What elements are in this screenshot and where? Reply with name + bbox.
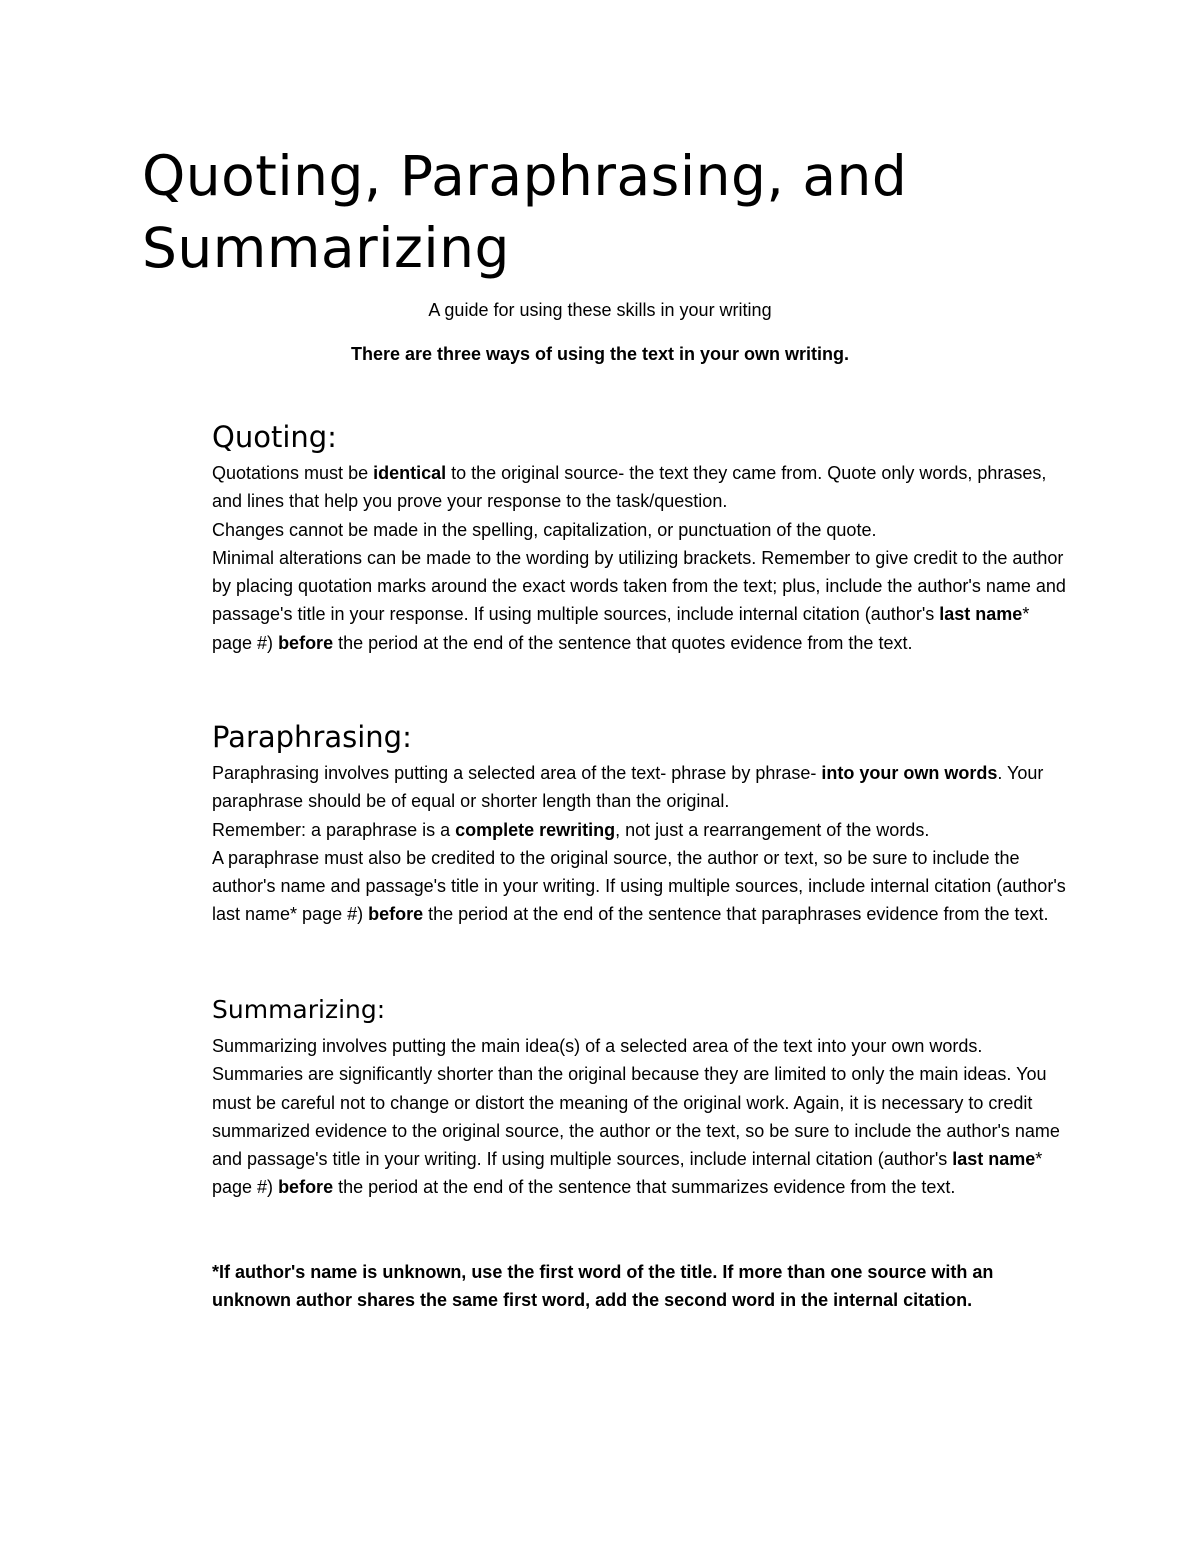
emphasis-identical: identical	[373, 463, 447, 483]
text-run: Summarizing involves putting the main idea(s) of a selected area of the text into your own words. Summaries are significantly shorter than the original because they are limited to only the main ideas. You must be careful not to change or distort the meaning of the original work. Again, it is necessary to credit summarized evidence to the original source, the author or the text, so be sure to include the author's name and passage's title in your writing. If using multiple sources, include internal citation (author's	[212, 1036, 1060, 1170]
quoting-paragraph-1	[212, 459, 1072, 516]
emphasis-before: before	[368, 904, 424, 925]
emphasis-last-name: last name	[952, 1149, 1036, 1170]
text-run: the period at the end of the sentence that paraphrases evidence from the text.	[423, 904, 1049, 925]
section-heading-paraphrasing: Paraphrasing:	[212, 720, 412, 754]
text-run: the period at the end of the sentence that summarizes evidence from the text.	[333, 1177, 956, 1198]
footnote: *If author's name is unknown, use the first word of the title. If more than one source with an unknown author shares the same first word, add the second word in the internal citation.	[212, 1262, 994, 1311]
title-line-1: Quoting, Paraphrasing, and	[142, 144, 908, 208]
section-heading-summarizing: Summarizing:	[212, 995, 386, 1024]
emphasis-before: before	[278, 632, 334, 653]
section-paraphrasing	[212, 717, 1072, 929]
text-run: Quotations must be	[212, 463, 374, 483]
text-run: Paraphrasing involves putting a selected area of the text- phrase by phrase-	[212, 763, 822, 783]
text-run: Remember: a paraphrase is a	[212, 819, 456, 840]
text-run: . Your paraphrase should be of equal or shorter length than the original.	[212, 763, 1044, 812]
text-run: Minimal alterations can be made to the wording by utilizing brackets. Remember to give credit to the author by placing quotation marks around the exact words taken from the text; plus, include the author's name and passage's title in your response. If using multiple sources, include internal citation (author's	[212, 547, 1066, 625]
section-summarizing	[212, 990, 1072, 1202]
intro-statement: There are three ways of using the text in your own writing.	[350, 344, 850, 364]
text-run: A paraphrase must also be credited to the original source, the author or text, so be sure to include the author's name and passage's title in your writing. If using multiple sources, include internal citation (author's last name* page #)	[212, 847, 1066, 925]
paraphrasing-paragraph-1	[212, 759, 1072, 816]
text-run: * page #)	[212, 1149, 1043, 1198]
title-line-2: Summarizing	[142, 216, 510, 280]
emphasis-before: before	[278, 1177, 334, 1198]
quoting-paragraph-3	[212, 544, 1072, 657]
paraphrasing-paragraph-3	[212, 844, 1072, 929]
subtitle: A guide for using these skills in your writing	[428, 300, 772, 320]
emphasis-last-name: last name	[939, 604, 1023, 625]
summarizing-paragraph-1	[212, 1032, 1072, 1202]
text-run: to the original source- the text they came from. Quote only words, phrases, and lines that help you prove your response to the task/question.	[212, 463, 1047, 512]
text-run: the period at the end of the sentence that quotes evidence from the text.	[333, 632, 913, 653]
text-run: , not just a rearrangement of the words.	[615, 819, 930, 840]
emphasis-own-words: into your own words	[821, 763, 998, 783]
section-heading-quoting: Quoting:	[212, 420, 337, 454]
page-title	[142, 140, 1042, 284]
paraphrasing-paragraph-2	[212, 816, 1072, 844]
emphasis-complete-rewriting: complete rewriting	[455, 819, 616, 840]
quoting-paragraph-2: Changes cannot be made in the spelling, capitalization, or punctuation of the quote.	[212, 519, 877, 540]
section-quoting	[212, 417, 1072, 657]
text-run: * page #)	[212, 604, 1030, 653]
